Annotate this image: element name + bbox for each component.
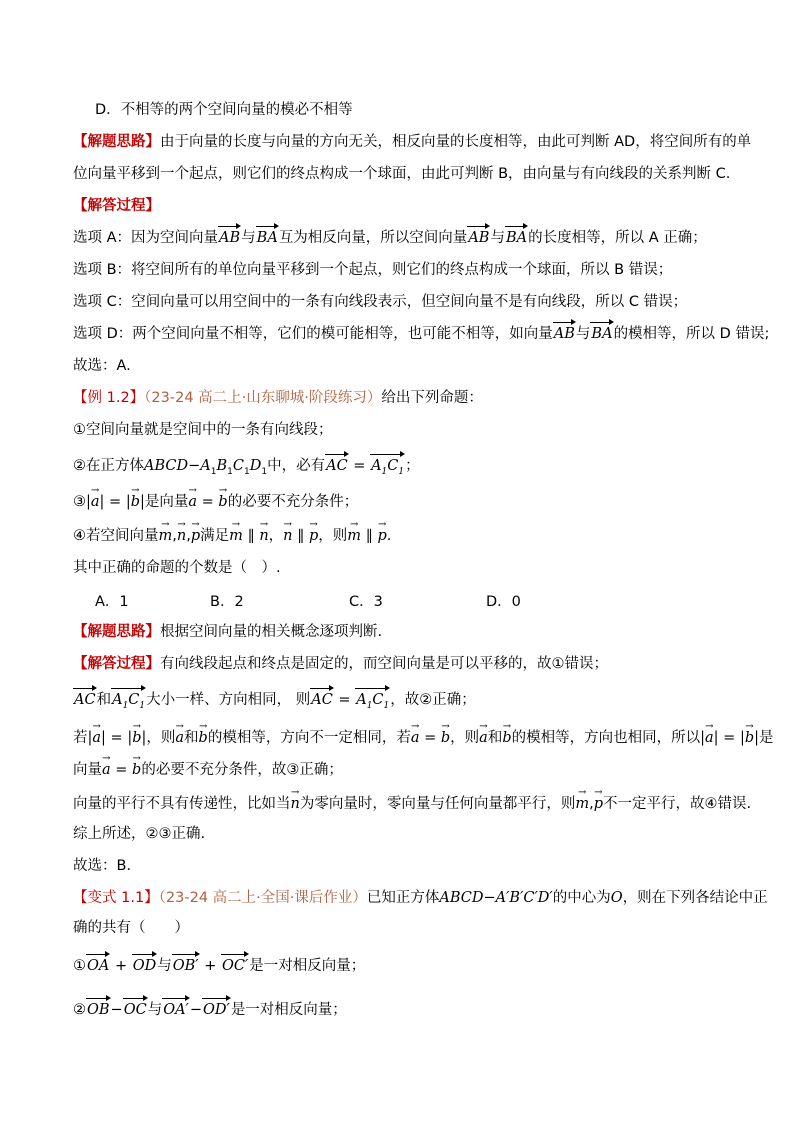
thinking-line-2: 位向量平移到一个起点，则它们的终点构成一个球面，由此可判断 B，由向量与有向线段的关系判断 C. [73,166,731,182]
thinking-line-1: 【解题思路】由于向量的长度与向量的方向无关，相反向量的长度相等，由此可判断 AD，将空间所有的单 [73,134,752,150]
variant-item-1: ①OA + OD与OB′ + OC′是一对相反向量； [73,958,366,974]
solution-c: 选项 C：空间向量可以用空间中的一条有向线段表示，但空间向量不是有向线段，所以 C 错误； [73,294,688,310]
proposition-1: ①空间向量就是空间中的一条有向线段； [73,422,333,438]
option-b: B．2 [210,594,244,610]
proposition-4: ④若空间向量m →,n →,p →满足m → ∥ n →，n → ∥ p →，则m → ∥ p →. [73,526,391,546]
solution-b: 选项 B：将空间所有的单位向量平移到一个起点，则它们的终点构成一个球面，所以 B 错误； [73,262,673,278]
variant-item-2: ②OB−OC与OA′−OD′是一对相反向量； [73,1002,347,1018]
option-a: A．1 [95,594,129,610]
question: 其中正确的命题的个数是（ ）. [73,560,281,576]
solution-a: 选项 A：因为空间向量AB与BA互为相反向量，所以空间向量AB与BA的长度相等，所以 A 正确； [73,230,707,246]
process-heading-1: 【解答过程】 [73,198,160,214]
option-d: D．不相等的两个空间向量的模必不相等 [95,102,353,118]
solution-d: 选项 D：两个空间向量不相等，它们的模可能相等，也可能不相等，如向量AB与BA的模相等，所以 D 错误; [73,326,770,342]
answer-1: 故选：A. [73,358,131,374]
thinking-line-3: 【解题思路】根据空间向量的相关概念逐项判断. [73,624,383,640]
reason-3-line-2: 向量a → = b →的必要不充分条件，故③正确； [73,760,343,780]
variant-heading: 【变式 1.1】（23-24 高二上·全国·课后作业）已知正方体ABCD−A′B′C′D′的中心为O，则在下列各结论中正 [73,890,768,906]
proposition-2: ②在正方体$ABCD-A_1B_1C_1D_1$中，必有AC = $A_1C_1$； [73,456,420,482]
answer-2: 故选：B． [73,858,141,874]
variant-heading-2: 确的共有（ ） [73,920,189,936]
option-c: C．3 [349,594,383,610]
process-line-1: 【解答过程】有向线段起点和终点是固定的，而空间向量是可以平移的，故①错误； [73,656,608,672]
proposition-3: ③|a →| = |b →|是向量a → = b →的必要不充分条件； [73,492,358,512]
option-d-choice: D．0 [486,594,521,610]
reason-2: AC和$A_1C_1$大小一样、方向相同， 则AC = $A_1C_1$，故②正确； [73,690,476,716]
example-heading: 【例 1.2】（23-24 高二上·山东聊城·阶段练习）给出下列命题： [73,390,483,406]
summary: 综上所述，②③正确. [73,826,206,842]
reason-3-line-1: 若|a →| = |b →|，则a →和b →的模相等，方向不一定相同，若a → = b →，则a →和b →的模相等，方向也相同，所以|a →| = |b →|是 [73,728,774,748]
reason-4: 向量的平行不具有传递性，比如当n →为零向量时，零向量与任何向量都平行，则m →,p →不一定平行，故④错误. [73,794,751,814]
